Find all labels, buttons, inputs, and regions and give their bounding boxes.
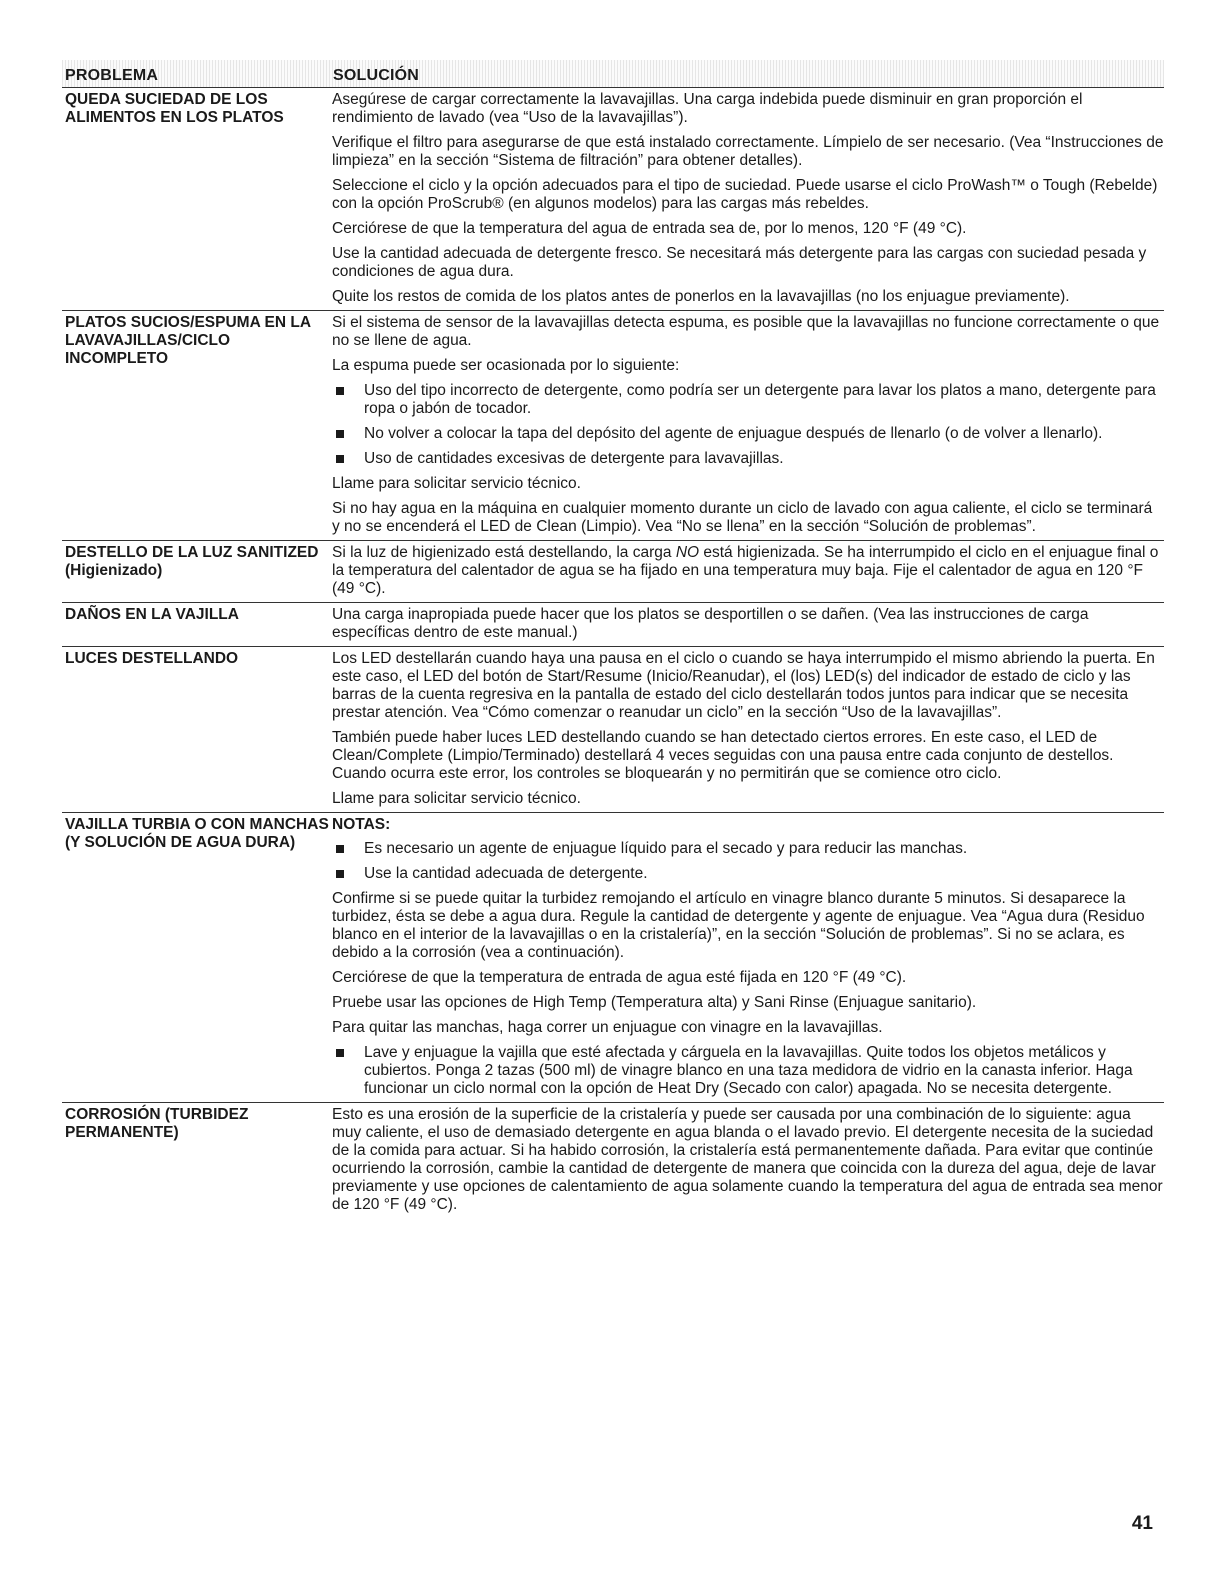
solution-paragraph: Si el sistema de sensor de la lavavajillas detecta espuma, es posible que la lavavajillas no funcione correctamente o que no se llene de agua. [332, 314, 1160, 349]
notes-heading: NOTAS: [332, 816, 391, 833]
solution-paragraph: Esto es una erosión de la superficie de la cristalería y puede ser causada por una combinación de lo siguiente: agua muy caliente, el uso de demasiado detergente en agua blanda o el lavado previo. El detergente necesita de la suciedad de la comida para actuar. Si ha habido corrosión, la cristalería está permanentemente dañada. Para evitar que continúe ocurriendo la corrosión, cambie la cantidad de detergente de manera que coincida con la dureza del agua, deje de lavar previamente y use opciones de calentamiento de agua solamente cuando la temperatura del agua de entrada sea menor de 120 °F (49 °C). [332, 1106, 1163, 1213]
solution-paragraph: Llame para solicitar servicio técnico. [332, 790, 581, 807]
problem-title: DAÑOS EN LA VAJILLA [65, 606, 239, 623]
table-row [62, 603, 1164, 647]
square-bullet-icon [336, 387, 344, 395]
problem-title: QUEDA SUCIEDAD DE LOS ALIMENTOS EN LOS PLATOS [65, 91, 284, 126]
solution-text: Si la luz de higienizado está destellando, la carga [332, 544, 676, 561]
bullet-item [332, 865, 1164, 883]
page-number: 41 [1131, 1513, 1153, 1534]
solution-paragraph: Cerciórese de que la temperatura de entrada de agua esté fijada en 120 °F (49 °C). [332, 969, 907, 986]
solution-paragraph: Para quitar las manchas, haga correr un enjuague con vinagre en la lavavajillas. [332, 1019, 883, 1036]
problem-title: CORROSIÓN (TURBIDEZ PERMANENTE) [65, 1106, 249, 1141]
header-solution: SOLUCIÓN [333, 67, 420, 84]
solution-paragraph: Pruebe usar las opciones de High Temp (Temperatura alta) y Sani Rinse (Enjuague sanitario). [332, 994, 977, 1011]
solution-paragraph: Si no hay agua en la máquina en cualquier momento durante un ciclo de lavado con agua caliente, el ciclo se terminará y no se encenderá el LED de Clean (Limpio). Vea “No se llena” en la sección “Solución de problemas”. [332, 500, 1153, 535]
table-row [62, 1103, 1164, 1218]
square-bullet-icon [336, 430, 344, 438]
square-bullet-icon [336, 845, 344, 853]
solution-paragraph: Verifique el filtro para asegurarse de que está instalado correctamente. Límpielo de ser necesario. (Vea “Instrucciones de limpieza” en la sección “Sistema de filtración” para obtener detalles). [332, 134, 1164, 169]
solution-paragraph: También puede haber luces LED destellando cuando se han detectado ciertos errores. En este caso, el LED de Clean/Complete (Limpio/Terminado) destellará 4 veces seguidas con una pausa entre cada conjunto de destellos. Cuando ocurra este error, los controles se bloquearán y no permitirán que se comience otro ciclo. [332, 729, 1114, 782]
troubleshooting-table [62, 60, 1164, 1218]
bullet-text: Es necesario un agente de enjuague líquido para el secado y para reducir las manchas. [364, 840, 968, 857]
header-problem: PROBLEMA [65, 67, 159, 84]
solution-paragraph: Cerciórese de que la temperatura del agua de entrada sea de, por lo menos, 120 °F (49 °C). [332, 220, 967, 237]
bullet-text: Uso de cantidades excesivas de detergente para lavavajillas. [364, 450, 784, 467]
solution-paragraph: Una carga inapropiada puede hacer que los platos se desportillen o se dañen. (Vea las instrucciones de carga específicas dentro de este manual.) [332, 606, 1089, 641]
bullet-item [332, 425, 1164, 443]
bullet-item [332, 450, 1164, 468]
table-row [62, 647, 1164, 813]
bullet-item [332, 840, 1164, 858]
table-row [62, 311, 1164, 541]
solution-text: está higienizada. Se ha interrumpido el ciclo en el enjuague final o la temperatura del calentador de agua se ha fijado en una temperatura muy baja. Fije el calentador de agua en 120 °F (49 °C). [332, 544, 1159, 597]
square-bullet-icon [336, 1049, 344, 1057]
solution-cell [332, 650, 1164, 808]
solution-cell [332, 1106, 1164, 1214]
table-row [62, 541, 1164, 603]
solution-cell [332, 91, 1164, 306]
solution-cell [332, 544, 1164, 598]
emphasis-text: NO [675, 544, 700, 561]
bullet-text: Use la cantidad adecuada de detergente. [364, 865, 648, 882]
table-header [62, 60, 1164, 88]
solution-cell [332, 314, 1164, 536]
square-bullet-icon [336, 455, 344, 463]
table-row [62, 88, 1164, 311]
bullet-text: Lave y enjuague la vajilla que esté afectada y cárguela en la lavavajillas. Quite todos los objetos metálicos y cubiertos. Ponga 2 tazas (500 ml) de vinagre blanco en una taza medidora de vidrio en la canasta inferior. Haga funcionar un ciclo normal con la opción de Heat Dry (Secado con calor) apagada. No se necesita detergente. [364, 1044, 1133, 1097]
solution-paragraph: La espuma puede ser ocasionada por lo siguiente: [332, 357, 680, 374]
problem-title: LUCES DESTELLANDO [65, 650, 239, 667]
bullet-item [332, 382, 1164, 418]
solution-paragraph: Use la cantidad adecuada de detergente fresco. Se necesitará más detergente para las cargas con suciedad pesada y condiciones de agua dura. [332, 245, 1147, 280]
bullet-text: Uso del tipo incorrecto de detergente, como podría ser un detergente para lavar los platos a mano, detergente para ropa o jabón de tocador. [364, 382, 1156, 417]
problem-title: VAJILLA TURBIA O CON MANCHAS (Y SOLUCIÓN DE AGUA DURA) [65, 816, 329, 851]
solution-paragraph: Quite los restos de comida de los platos antes de ponerlos en la lavavajillas (no los enjuague previamente). [332, 288, 1070, 305]
solution-cell [332, 606, 1164, 642]
table-row [62, 813, 1164, 1103]
problem-title: DESTELLO DE LA LUZ SANITIZED (Higienizado) [65, 544, 319, 579]
solution-paragraph: Los LED destellarán cuando haya una pausa en el ciclo o cuando se haya interrumpido el mismo abriendo la puerta. En este caso, el LED del botón de Start/Resume (Inicio/Reanudar), el (los) LED(s) del indicador de estado de ciclo y las barras de la cuenta regresiva en la pantalla de estado del ciclo destellarán todos juntos para indicar que se necesita prestar atención. Vea “Cómo comenzar o reanudar un ciclo” en la sección “Uso de la lavavajillas”. [332, 650, 1155, 721]
solution-paragraph [332, 544, 1164, 598]
problem-title: PLATOS SUCIOS/ESPUMA EN LA LAVAVAJILLAS/CICLO INCOMPLETO [65, 314, 311, 367]
square-bullet-icon [336, 870, 344, 878]
solution-paragraph: Asegúrese de cargar correctamente la lavavajillas. Una carga indebida puede disminuir en gran proporción el rendimiento de lavado (vea “Uso de la lavavajillas”). [332, 91, 1083, 126]
solution-cell [332, 816, 1164, 1098]
solution-paragraph: Llame para solicitar servicio técnico. [332, 475, 581, 492]
bullet-text: No volver a colocar la tapa del depósito del agente de enjuague después de llenarlo (o de volver a llenarlo). [364, 425, 1103, 442]
bullet-item [332, 1044, 1164, 1098]
solution-paragraph: Seleccione el ciclo y la opción adecuados para el tipo de suciedad. Puede usarse el ciclo ProWash™ o Tough (Rebelde) con la opción ProScrub® (en algunos modelos) para las cargas más rebeldes. [332, 177, 1158, 212]
solution-paragraph: Confirme si se puede quitar la turbidez remojando el artículo en vinagre blanco durante 5 minutos. Si desaparece la turbidez, ésta se debe a agua dura. Regule la cantidad de detergente y agente de enjuague. Vea “Agua dura (Residuo blanco en el interior de la lavavajillas o en la cristalería)”, en la sección “Solución de problemas”. Si no se aclara, es debido a la corrosión (vea a continuación). [332, 890, 1145, 961]
